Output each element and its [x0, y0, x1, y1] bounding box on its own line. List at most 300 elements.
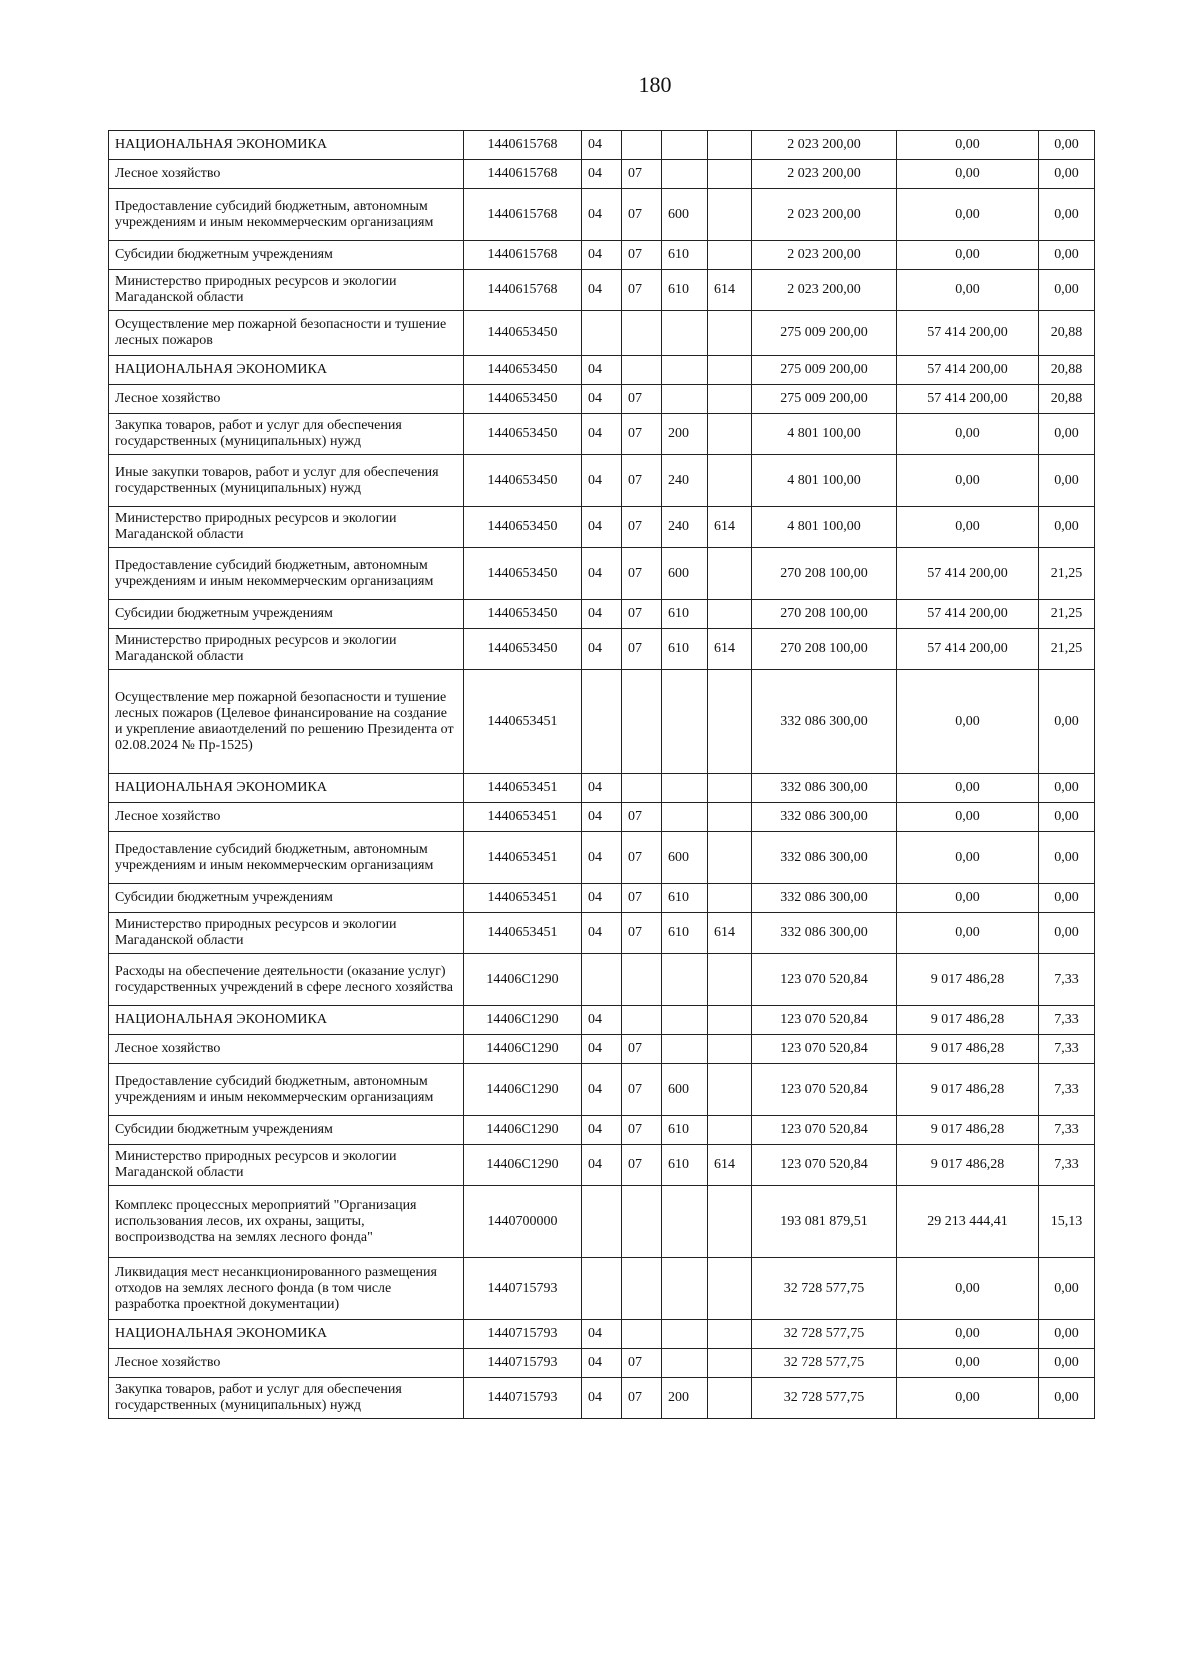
planned-amount-cell: 2 023 200,00: [752, 241, 897, 270]
subsection-cell: 07: [622, 1064, 662, 1116]
row-name-cell: Комплекс процессных мероприятий "Организация использования лесов, их охраны, защиты, воспроизводства на землях лесного фонда": [109, 1186, 464, 1258]
expense-type-cell: 200: [662, 414, 708, 455]
target-code-cell: 1440715793: [464, 1320, 582, 1349]
expense-type-cell: [662, 774, 708, 803]
section-cell: 04: [582, 1145, 622, 1186]
percent-cell: 20,88: [1039, 385, 1095, 414]
row-name-cell: Министерство природных ресурсов и экологии Магаданской области: [109, 1145, 464, 1186]
actual-amount-cell: 0,00: [897, 131, 1039, 160]
table-row: [109, 1116, 1095, 1145]
percent-cell: 0,00: [1039, 189, 1095, 241]
table-row: [109, 1349, 1095, 1378]
actual-amount-cell: 0,00: [897, 774, 1039, 803]
table-row: [109, 241, 1095, 270]
table-row: [109, 670, 1095, 774]
admin-code-cell: 614: [708, 913, 752, 954]
target-code-cell: 1440715793: [464, 1349, 582, 1378]
percent-cell: 7,33: [1039, 1145, 1095, 1186]
expense-type-cell: 240: [662, 455, 708, 507]
expense-type-cell: [662, 803, 708, 832]
admin-code-cell: [708, 311, 752, 356]
table-row: [109, 884, 1095, 913]
actual-amount-cell: 0,00: [897, 1378, 1039, 1419]
actual-amount-cell: 0,00: [897, 803, 1039, 832]
actual-amount-cell: 57 414 200,00: [897, 600, 1039, 629]
actual-amount-cell: 9 017 486,28: [897, 1006, 1039, 1035]
target-code-cell: 14406С1290: [464, 1006, 582, 1035]
section-cell: 04: [582, 548, 622, 600]
admin-code-cell: [708, 1006, 752, 1035]
row-name-cell: Лесное хозяйство: [109, 803, 464, 832]
subsection-cell: 07: [622, 1378, 662, 1419]
actual-amount-cell: 0,00: [897, 270, 1039, 311]
actual-amount-cell: 29 213 444,41: [897, 1186, 1039, 1258]
table-row: [109, 131, 1095, 160]
row-name-cell: Предоставление субсидий бюджетным, автономным учреждениям и иным некоммерческим организациям: [109, 548, 464, 600]
planned-amount-cell: 332 086 300,00: [752, 803, 897, 832]
target-code-cell: 1440653450: [464, 548, 582, 600]
row-name-cell: Лесное хозяйство: [109, 1349, 464, 1378]
subsection-cell: 07: [622, 455, 662, 507]
expense-type-cell: [662, 954, 708, 1006]
planned-amount-cell: 4 801 100,00: [752, 414, 897, 455]
expense-type-cell: 600: [662, 832, 708, 884]
table-row: [109, 1035, 1095, 1064]
planned-amount-cell: 2 023 200,00: [752, 160, 897, 189]
row-name-cell: Предоставление субсидий бюджетным, автономным учреждениям и иным некоммерческим организациям: [109, 832, 464, 884]
target-code-cell: 14406С1290: [464, 1145, 582, 1186]
planned-amount-cell: 4 801 100,00: [752, 455, 897, 507]
expense-type-cell: [662, 1349, 708, 1378]
target-code-cell: 1440653450: [464, 311, 582, 356]
planned-amount-cell: 2 023 200,00: [752, 189, 897, 241]
row-name-cell: Субсидии бюджетным учреждениям: [109, 884, 464, 913]
admin-code-cell: [708, 189, 752, 241]
admin-code-cell: [708, 600, 752, 629]
row-name-cell: Предоставление субсидий бюджетным, автономным учреждениям и иным некоммерческим организациям: [109, 189, 464, 241]
percent-cell: 0,00: [1039, 131, 1095, 160]
actual-amount-cell: 0,00: [897, 414, 1039, 455]
planned-amount-cell: 32 728 577,75: [752, 1349, 897, 1378]
expense-type-cell: [662, 1035, 708, 1064]
admin-code-cell: [708, 954, 752, 1006]
percent-cell: 0,00: [1039, 160, 1095, 189]
subsection-cell: 07: [622, 189, 662, 241]
planned-amount-cell: 332 086 300,00: [752, 670, 897, 774]
row-name-cell: Министерство природных ресурсов и экологии Магаданской области: [109, 507, 464, 548]
planned-amount-cell: 275 009 200,00: [752, 385, 897, 414]
percent-cell: 0,00: [1039, 1320, 1095, 1349]
subsection-cell: 07: [622, 1349, 662, 1378]
admin-code-cell: [708, 1116, 752, 1145]
percent-cell: 0,00: [1039, 241, 1095, 270]
percent-cell: 7,33: [1039, 1064, 1095, 1116]
row-name-cell: НАЦИОНАЛЬНАЯ ЭКОНОМИКА: [109, 774, 464, 803]
percent-cell: 15,13: [1039, 1186, 1095, 1258]
table-row: [109, 507, 1095, 548]
target-code-cell: 14406С1290: [464, 954, 582, 1006]
section-cell: [582, 1186, 622, 1258]
planned-amount-cell: 275 009 200,00: [752, 356, 897, 385]
section-cell: 04: [582, 884, 622, 913]
planned-amount-cell: 270 208 100,00: [752, 629, 897, 670]
table-row: [109, 356, 1095, 385]
admin-code-cell: [708, 131, 752, 160]
table-row: [109, 1320, 1095, 1349]
admin-code-cell: [708, 385, 752, 414]
admin-code-cell: [708, 1258, 752, 1320]
section-cell: [582, 670, 622, 774]
target-code-cell: 1440615768: [464, 160, 582, 189]
table-row: [109, 832, 1095, 884]
admin-code-cell: 614: [708, 270, 752, 311]
actual-amount-cell: 0,00: [897, 189, 1039, 241]
expense-type-cell: 610: [662, 270, 708, 311]
subsection-cell: [622, 1320, 662, 1349]
target-code-cell: 1440653450: [464, 600, 582, 629]
planned-amount-cell: 123 070 520,84: [752, 1116, 897, 1145]
table-row: [109, 803, 1095, 832]
target-code-cell: 1440615768: [464, 189, 582, 241]
subsection-cell: 07: [622, 629, 662, 670]
row-name-cell: НАЦИОНАЛЬНАЯ ЭКОНОМИКА: [109, 1006, 464, 1035]
table-row: [109, 1378, 1095, 1419]
subsection-cell: [622, 131, 662, 160]
expense-type-cell: [662, 160, 708, 189]
expense-type-cell: [662, 311, 708, 356]
row-name-cell: Министерство природных ресурсов и экологии Магаданской области: [109, 270, 464, 311]
admin-code-cell: [708, 774, 752, 803]
target-code-cell: 1440715793: [464, 1378, 582, 1419]
table-row: [109, 270, 1095, 311]
actual-amount-cell: 57 414 200,00: [897, 385, 1039, 414]
target-code-cell: 1440653451: [464, 832, 582, 884]
percent-cell: 0,00: [1039, 1258, 1095, 1320]
percent-cell: 0,00: [1039, 507, 1095, 548]
admin-code-cell: [708, 1378, 752, 1419]
expense-type-cell: 610: [662, 1116, 708, 1145]
target-code-cell: 14406С1290: [464, 1035, 582, 1064]
percent-cell: 0,00: [1039, 832, 1095, 884]
subsection-cell: [622, 311, 662, 356]
row-name-cell: Лесное хозяйство: [109, 160, 464, 189]
table-row: [109, 1064, 1095, 1116]
actual-amount-cell: 9 017 486,28: [897, 1064, 1039, 1116]
percent-cell: 0,00: [1039, 670, 1095, 774]
admin-code-cell: [708, 670, 752, 774]
expense-type-cell: 610: [662, 1145, 708, 1186]
row-name-cell: НАЦИОНАЛЬНАЯ ЭКОНОМИКА: [109, 131, 464, 160]
admin-code-cell: 614: [708, 1145, 752, 1186]
expense-type-cell: [662, 670, 708, 774]
row-name-cell: Иные закупки товаров, работ и услуг для обеспечения государственных (муниципальных) нужд: [109, 455, 464, 507]
subsection-cell: 07: [622, 832, 662, 884]
percent-cell: 0,00: [1039, 270, 1095, 311]
actual-amount-cell: 9 017 486,28: [897, 954, 1039, 1006]
planned-amount-cell: 123 070 520,84: [752, 1006, 897, 1035]
section-cell: 04: [582, 629, 622, 670]
target-code-cell: 1440615768: [464, 131, 582, 160]
row-name-cell: Закупка товаров, работ и услуг для обеспечения государственных (муниципальных) нужд: [109, 1378, 464, 1419]
planned-amount-cell: 270 208 100,00: [752, 548, 897, 600]
expense-type-cell: 600: [662, 548, 708, 600]
section-cell: 04: [582, 1064, 622, 1116]
subsection-cell: 07: [622, 414, 662, 455]
section-cell: 04: [582, 160, 622, 189]
table-row: [109, 160, 1095, 189]
section-cell: [582, 954, 622, 1006]
subsection-cell: [622, 1006, 662, 1035]
row-name-cell: Субсидии бюджетным учреждениям: [109, 241, 464, 270]
section-cell: [582, 311, 622, 356]
expense-type-cell: [662, 1186, 708, 1258]
table-row: [109, 913, 1095, 954]
admin-code-cell: 614: [708, 507, 752, 548]
expense-type-cell: [662, 131, 708, 160]
row-name-cell: Расходы на обеспечение деятельности (оказание услуг) государственных учреждений в сфере лесного хозяйства: [109, 954, 464, 1006]
table-row: [109, 1258, 1095, 1320]
table-row: [109, 385, 1095, 414]
table-row: [109, 455, 1095, 507]
section-cell: 04: [582, 414, 622, 455]
admin-code-cell: [708, 241, 752, 270]
section-cell: 04: [582, 356, 622, 385]
expense-type-cell: 610: [662, 913, 708, 954]
row-name-cell: Осуществление мер пожарной безопасности и тушение лесных пожаров: [109, 311, 464, 356]
actual-amount-cell: 0,00: [897, 913, 1039, 954]
subsection-cell: 07: [622, 884, 662, 913]
actual-amount-cell: 9 017 486,28: [897, 1116, 1039, 1145]
section-cell: 04: [582, 1035, 622, 1064]
subsection-cell: [622, 954, 662, 1006]
admin-code-cell: [708, 356, 752, 385]
expense-type-cell: 610: [662, 241, 708, 270]
actual-amount-cell: 57 414 200,00: [897, 356, 1039, 385]
percent-cell: 7,33: [1039, 1035, 1095, 1064]
table-row: [109, 1006, 1095, 1035]
row-name-cell: Предоставление субсидий бюджетным, автономным учреждениям и иным некоммерческим организациям: [109, 1064, 464, 1116]
section-cell: 04: [582, 189, 622, 241]
section-cell: 04: [582, 507, 622, 548]
row-name-cell: Министерство природных ресурсов и экологии Магаданской области: [109, 913, 464, 954]
row-name-cell: НАЦИОНАЛЬНАЯ ЭКОНОМИКА: [109, 1320, 464, 1349]
expense-type-cell: [662, 385, 708, 414]
actual-amount-cell: 0,00: [897, 1258, 1039, 1320]
section-cell: 04: [582, 455, 622, 507]
actual-amount-cell: 0,00: [897, 832, 1039, 884]
percent-cell: 0,00: [1039, 884, 1095, 913]
section-cell: 04: [582, 385, 622, 414]
table-row: [109, 774, 1095, 803]
target-code-cell: 14406С1290: [464, 1064, 582, 1116]
admin-code-cell: 614: [708, 629, 752, 670]
planned-amount-cell: 270 208 100,00: [752, 600, 897, 629]
percent-cell: 0,00: [1039, 803, 1095, 832]
subsection-cell: 07: [622, 803, 662, 832]
planned-amount-cell: 32 728 577,75: [752, 1258, 897, 1320]
admin-code-cell: [708, 803, 752, 832]
actual-amount-cell: 0,00: [897, 160, 1039, 189]
table-row: [109, 414, 1095, 455]
subsection-cell: [622, 1186, 662, 1258]
table-row: [109, 1145, 1095, 1186]
admin-code-cell: [708, 1064, 752, 1116]
row-name-cell: Субсидии бюджетным учреждениям: [109, 600, 464, 629]
planned-amount-cell: 332 086 300,00: [752, 774, 897, 803]
subsection-cell: 07: [622, 913, 662, 954]
target-code-cell: 1440653451: [464, 803, 582, 832]
table-row: [109, 629, 1095, 670]
target-code-cell: 14406С1290: [464, 1116, 582, 1145]
percent-cell: 7,33: [1039, 954, 1095, 1006]
table-row: [109, 600, 1095, 629]
actual-amount-cell: 57 414 200,00: [897, 629, 1039, 670]
table-row: [109, 954, 1095, 1006]
actual-amount-cell: 0,00: [897, 1320, 1039, 1349]
subsection-cell: 07: [622, 1145, 662, 1186]
subsection-cell: [622, 774, 662, 803]
expense-type-cell: 600: [662, 1064, 708, 1116]
section-cell: 04: [582, 131, 622, 160]
planned-amount-cell: 123 070 520,84: [752, 954, 897, 1006]
percent-cell: 0,00: [1039, 913, 1095, 954]
actual-amount-cell: 9 017 486,28: [897, 1035, 1039, 1064]
admin-code-cell: [708, 414, 752, 455]
target-code-cell: 1440653450: [464, 455, 582, 507]
row-name-cell: Закупка товаров, работ и услуг для обеспечения государственных (муниципальных) нужд: [109, 414, 464, 455]
table-row: [109, 1186, 1095, 1258]
section-cell: 04: [582, 803, 622, 832]
page-number: 180: [638, 72, 672, 97]
target-code-cell: 1440653451: [464, 670, 582, 774]
admin-code-cell: [708, 884, 752, 913]
row-name-cell: Осуществление мер пожарной безопасности и тушение лесных пожаров (Целевое финансирование на создание и укрепление авиаотделений по решению Президента от 02.08.2024 № Пр-1525): [109, 670, 464, 774]
expense-type-cell: 600: [662, 189, 708, 241]
planned-amount-cell: 32 728 577,75: [752, 1320, 897, 1349]
actual-amount-cell: 0,00: [897, 507, 1039, 548]
expense-type-cell: 610: [662, 884, 708, 913]
expense-type-cell: [662, 1258, 708, 1320]
subsection-cell: 07: [622, 385, 662, 414]
section-cell: 04: [582, 270, 622, 311]
actual-amount-cell: 0,00: [897, 884, 1039, 913]
target-code-cell: 1440653450: [464, 356, 582, 385]
budget-table: [108, 130, 1095, 1419]
admin-code-cell: [708, 160, 752, 189]
row-name-cell: Лесное хозяйство: [109, 1035, 464, 1064]
admin-code-cell: [708, 1035, 752, 1064]
row-name-cell: Лесное хозяйство: [109, 385, 464, 414]
subsection-cell: [622, 670, 662, 774]
percent-cell: 7,33: [1039, 1006, 1095, 1035]
subsection-cell: 07: [622, 600, 662, 629]
percent-cell: 21,25: [1039, 629, 1095, 670]
planned-amount-cell: 275 009 200,00: [752, 311, 897, 356]
row-name-cell: Министерство природных ресурсов и экологии Магаданской области: [109, 629, 464, 670]
subsection-cell: 07: [622, 507, 662, 548]
target-code-cell: 1440653451: [464, 884, 582, 913]
percent-cell: 0,00: [1039, 414, 1095, 455]
subsection-cell: 07: [622, 1116, 662, 1145]
actual-amount-cell: 9 017 486,28: [897, 1145, 1039, 1186]
subsection-cell: 07: [622, 270, 662, 311]
subsection-cell: [622, 356, 662, 385]
expense-type-cell: 610: [662, 629, 708, 670]
expense-type-cell: [662, 356, 708, 385]
subsection-cell: 07: [622, 548, 662, 600]
section-cell: 04: [582, 1378, 622, 1419]
percent-cell: 0,00: [1039, 1349, 1095, 1378]
actual-amount-cell: 0,00: [897, 670, 1039, 774]
target-code-cell: 1440653450: [464, 629, 582, 670]
row-name-cell: НАЦИОНАЛЬНАЯ ЭКОНОМИКА: [109, 356, 464, 385]
subsection-cell: [622, 1258, 662, 1320]
expense-type-cell: [662, 1006, 708, 1035]
target-code-cell: 1440653451: [464, 774, 582, 803]
percent-cell: 20,88: [1039, 311, 1095, 356]
planned-amount-cell: 332 086 300,00: [752, 913, 897, 954]
subsection-cell: 07: [622, 241, 662, 270]
expense-type-cell: 610: [662, 600, 708, 629]
row-name-cell: Ликвидация мест несанкционированного размещения отходов на землях лесного фонда (в том числе разработка проектной документации): [109, 1258, 464, 1320]
expense-type-cell: 200: [662, 1378, 708, 1419]
table-row: [109, 548, 1095, 600]
actual-amount-cell: 0,00: [897, 241, 1039, 270]
admin-code-cell: [708, 1186, 752, 1258]
percent-cell: 0,00: [1039, 1378, 1095, 1419]
admin-code-cell: [708, 1320, 752, 1349]
admin-code-cell: [708, 548, 752, 600]
planned-amount-cell: 32 728 577,75: [752, 1378, 897, 1419]
percent-cell: 0,00: [1039, 455, 1095, 507]
table-row: [109, 311, 1095, 356]
actual-amount-cell: 57 414 200,00: [897, 548, 1039, 600]
actual-amount-cell: 0,00: [897, 1349, 1039, 1378]
table-body: [109, 131, 1095, 1419]
subsection-cell: 07: [622, 160, 662, 189]
section-cell: 04: [582, 1349, 622, 1378]
planned-amount-cell: 2 023 200,00: [752, 131, 897, 160]
section-cell: 04: [582, 1320, 622, 1349]
target-code-cell: 1440615768: [464, 241, 582, 270]
section-cell: 04: [582, 774, 622, 803]
percent-cell: 0,00: [1039, 774, 1095, 803]
actual-amount-cell: 57 414 200,00: [897, 311, 1039, 356]
admin-code-cell: [708, 832, 752, 884]
percent-cell: 20,88: [1039, 356, 1095, 385]
percent-cell: 21,25: [1039, 548, 1095, 600]
planned-amount-cell: 123 070 520,84: [752, 1145, 897, 1186]
row-name-cell: Субсидии бюджетным учреждениям: [109, 1116, 464, 1145]
actual-amount-cell: 0,00: [897, 455, 1039, 507]
target-code-cell: 1440615768: [464, 270, 582, 311]
percent-cell: 21,25: [1039, 600, 1095, 629]
admin-code-cell: [708, 455, 752, 507]
target-code-cell: 1440700000: [464, 1186, 582, 1258]
section-cell: 04: [582, 1116, 622, 1145]
planned-amount-cell: 123 070 520,84: [752, 1035, 897, 1064]
section-cell: 04: [582, 241, 622, 270]
planned-amount-cell: 4 801 100,00: [752, 507, 897, 548]
section-cell: 04: [582, 832, 622, 884]
section-cell: 04: [582, 600, 622, 629]
admin-code-cell: [708, 1349, 752, 1378]
section-cell: 04: [582, 1006, 622, 1035]
target-code-cell: 1440653450: [464, 507, 582, 548]
target-code-cell: 1440653450: [464, 385, 582, 414]
target-code-cell: 1440653450: [464, 414, 582, 455]
percent-cell: 7,33: [1039, 1116, 1095, 1145]
